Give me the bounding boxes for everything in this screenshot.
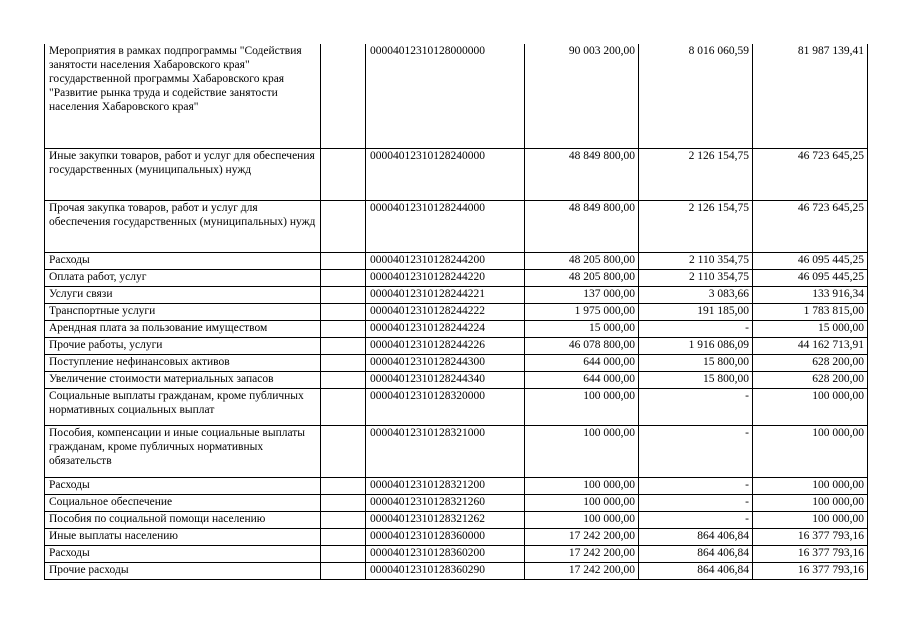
row-name: Социальные выплаты гражданам, кроме публичных нормативных социальных выплат [45, 388, 321, 425]
table-row [45, 528, 868, 545]
row-code: 00004012310128360000 [366, 528, 525, 545]
table-row [45, 337, 868, 354]
row-name: Поступление нефинансовых активов [45, 354, 321, 371]
row-name: Прочая закупка товаров, работ и услуг для обеспечения государственных (муниципальных) нужд [45, 200, 321, 252]
row-code: 00004012310128240000 [366, 148, 525, 200]
approved-value: 48 205 800,00 [525, 252, 639, 269]
executed-value: 2 110 354,75 [639, 252, 753, 269]
unexecuted-value: 100 000,00 [753, 477, 868, 494]
unexecuted-value: 81 987 139,41 [753, 44, 868, 148]
unexecuted-value: 16 377 793,16 [753, 562, 868, 579]
table-row [45, 354, 868, 371]
unexecuted-value: 100 000,00 [753, 388, 868, 425]
approved-value: 137 000,00 [525, 286, 639, 303]
table-row [45, 494, 868, 511]
executed-value: 864 406,84 [639, 528, 753, 545]
unexecuted-value: 133 916,34 [753, 286, 868, 303]
approved-value: 644 000,00 [525, 371, 639, 388]
approved-value: 100 000,00 [525, 388, 639, 425]
empty-cell [321, 44, 366, 148]
row-name: Иные закупки товаров, работ и услуг для обеспечения государственных (муниципальных) нужд [45, 148, 321, 200]
row-code: 00004012310128244220 [366, 269, 525, 286]
unexecuted-value: 100 000,00 [753, 425, 868, 477]
table-body [45, 44, 868, 579]
empty-cell [321, 303, 366, 320]
table-row [45, 562, 868, 579]
approved-value: 48 205 800,00 [525, 269, 639, 286]
table-row [45, 148, 868, 200]
row-name: Услуги связи [45, 286, 321, 303]
approved-value: 17 242 200,00 [525, 562, 639, 579]
unexecuted-value: 628 200,00 [753, 371, 868, 388]
executed-value: 2 126 154,75 [639, 148, 753, 200]
empty-cell [321, 477, 366, 494]
row-code: 00004012310128321260 [366, 494, 525, 511]
row-code: 00004012310128244340 [366, 371, 525, 388]
empty-cell [321, 545, 366, 562]
approved-value: 90 003 200,00 [525, 44, 639, 148]
executed-value: 3 083,66 [639, 286, 753, 303]
row-code: 00004012310128320000 [366, 388, 525, 425]
empty-cell [321, 286, 366, 303]
unexecuted-value: 46 095 445,25 [753, 269, 868, 286]
empty-cell [321, 528, 366, 545]
row-name: Пособия, компенсации и иные социальные выплаты гражданам, кроме публичных нормативных обязательств [45, 425, 321, 477]
empty-cell [321, 252, 366, 269]
unexecuted-value: 100 000,00 [753, 494, 868, 511]
empty-cell [321, 320, 366, 337]
executed-value: 2 126 154,75 [639, 200, 753, 252]
row-name: Пособия по социальной помощи населению [45, 511, 321, 528]
approved-value: 100 000,00 [525, 425, 639, 477]
row-name: Мероприятия в рамках подпрограммы "Содействия занятости населения Хабаровского края" государственной программы Хабаровского края "Развитие рынка труда и содействие занятости населения Хабаровского края" [45, 44, 321, 148]
approved-value: 48 849 800,00 [525, 200, 639, 252]
row-code: 00004012310128244200 [366, 252, 525, 269]
unexecuted-value: 15 000,00 [753, 320, 868, 337]
approved-value: 644 000,00 [525, 354, 639, 371]
row-code: 00004012310128244224 [366, 320, 525, 337]
table-row [45, 371, 868, 388]
unexecuted-value: 628 200,00 [753, 354, 868, 371]
row-name: Увеличение стоимости материальных запасов [45, 371, 321, 388]
table-row [45, 320, 868, 337]
executed-value: - [639, 477, 753, 494]
empty-cell [321, 354, 366, 371]
executed-value: 15 800,00 [639, 371, 753, 388]
row-code: 00004012310128244000 [366, 200, 525, 252]
row-name: Расходы [45, 545, 321, 562]
empty-cell [321, 269, 366, 286]
table-row [45, 44, 868, 148]
row-name: Арендная плата за пользование имуществом [45, 320, 321, 337]
approved-value: 100 000,00 [525, 494, 639, 511]
approved-value: 17 242 200,00 [525, 545, 639, 562]
table-row [45, 511, 868, 528]
approved-value: 100 000,00 [525, 511, 639, 528]
approved-value: 17 242 200,00 [525, 528, 639, 545]
row-name: Расходы [45, 477, 321, 494]
unexecuted-value: 44 162 713,91 [753, 337, 868, 354]
row-code: 00004012310128244300 [366, 354, 525, 371]
approved-value: 100 000,00 [525, 477, 639, 494]
executed-value: - [639, 425, 753, 477]
empty-cell [321, 562, 366, 579]
unexecuted-value: 46 095 445,25 [753, 252, 868, 269]
empty-cell [321, 371, 366, 388]
executed-value: 8 016 060,59 [639, 44, 753, 148]
empty-cell [321, 148, 366, 200]
row-name: Прочие работы, услуги [45, 337, 321, 354]
empty-cell [321, 200, 366, 252]
row-code: 00004012310128244221 [366, 286, 525, 303]
table-row [45, 477, 868, 494]
table-row [45, 545, 868, 562]
executed-value: 191 185,00 [639, 303, 753, 320]
empty-cell [321, 388, 366, 425]
executed-value: 15 800,00 [639, 354, 753, 371]
table-row [45, 286, 868, 303]
row-code: 00004012310128000000 [366, 44, 525, 148]
row-name: Оплата работ, услуг [45, 269, 321, 286]
executed-value: - [639, 320, 753, 337]
table-row [45, 252, 868, 269]
executed-value: - [639, 511, 753, 528]
empty-cell [321, 337, 366, 354]
empty-cell [321, 425, 366, 477]
approved-value: 48 849 800,00 [525, 148, 639, 200]
empty-cell [321, 494, 366, 511]
budget-execution-table [44, 44, 868, 580]
row-name: Иные выплаты населению [45, 528, 321, 545]
unexecuted-value: 46 723 645,25 [753, 200, 868, 252]
row-code: 00004012310128244222 [366, 303, 525, 320]
executed-value: - [639, 388, 753, 425]
executed-value: 864 406,84 [639, 562, 753, 579]
row-code: 00004012310128360200 [366, 545, 525, 562]
row-name: Прочие расходы [45, 562, 321, 579]
row-name: Расходы [45, 252, 321, 269]
approved-value: 15 000,00 [525, 320, 639, 337]
approved-value: 1 975 000,00 [525, 303, 639, 320]
row-code: 00004012310128360290 [366, 562, 525, 579]
row-name: Транспортные услуги [45, 303, 321, 320]
approved-value: 46 078 800,00 [525, 337, 639, 354]
executed-value: - [639, 494, 753, 511]
table-row [45, 269, 868, 286]
unexecuted-value: 46 723 645,25 [753, 148, 868, 200]
row-code: 00004012310128321262 [366, 511, 525, 528]
unexecuted-value: 16 377 793,16 [753, 528, 868, 545]
executed-value: 864 406,84 [639, 545, 753, 562]
row-code: 00004012310128321000 [366, 425, 525, 477]
executed-value: 2 110 354,75 [639, 269, 753, 286]
row-code: 00004012310128244226 [366, 337, 525, 354]
table-row [45, 303, 868, 320]
unexecuted-value: 100 000,00 [753, 511, 868, 528]
row-name: Социальное обеспечение [45, 494, 321, 511]
unexecuted-value: 16 377 793,16 [753, 545, 868, 562]
table-row [45, 200, 868, 252]
executed-value: 1 916 086,09 [639, 337, 753, 354]
row-code: 00004012310128321200 [366, 477, 525, 494]
empty-cell [321, 511, 366, 528]
unexecuted-value: 1 783 815,00 [753, 303, 868, 320]
table-row [45, 425, 868, 477]
table-row [45, 388, 868, 425]
